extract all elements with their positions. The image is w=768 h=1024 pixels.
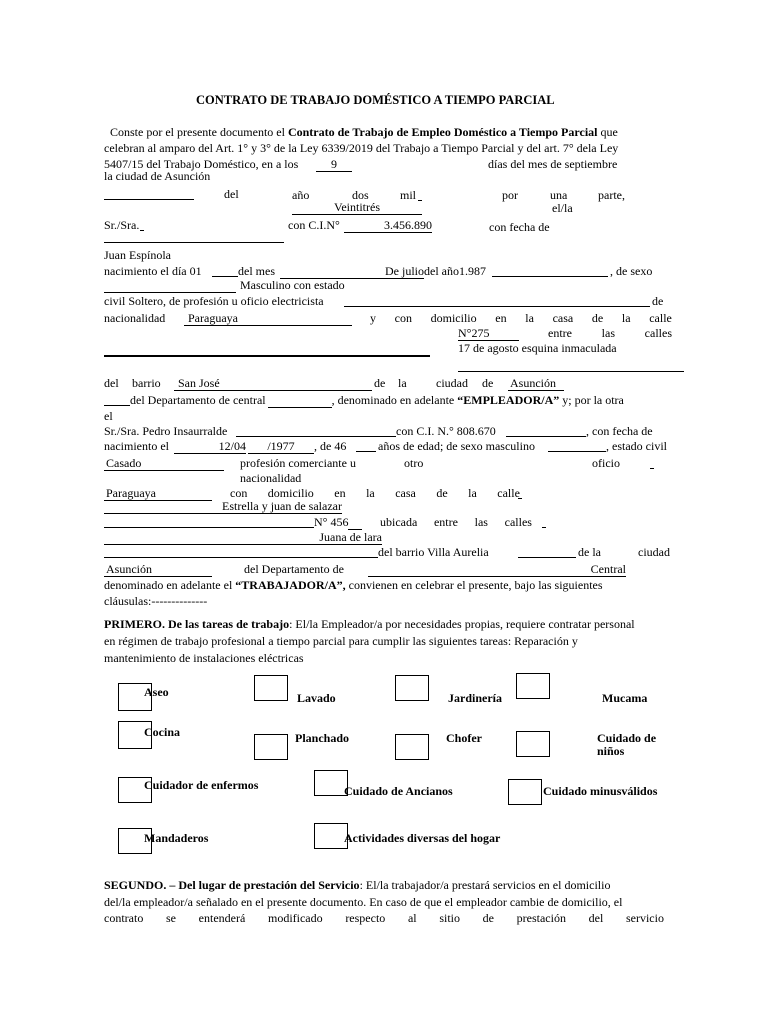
word-ano: año (292, 188, 310, 202)
planchado-checkbox[interactable] (254, 734, 288, 760)
blank-line (518, 557, 576, 558)
segundo-line-1: SEGUNDO. – Del lugar de prestación del Servicio: El/la trabajador/a prestará servicios en el domicilio (104, 878, 611, 892)
employer-barrio-field[interactable]: San José (174, 376, 372, 391)
word-de: de (652, 294, 664, 308)
ancianos-checkbox[interactable] (314, 770, 348, 796)
word-del: del (104, 376, 119, 390)
primero-line-2: en régimen de trabajo profesional a tiempo parcial para cumplir las siguientes tareas: Reparación y (104, 634, 578, 648)
word-otro: otro (404, 456, 424, 470)
word-la: la (398, 376, 407, 390)
word-de-la: de la (578, 545, 601, 559)
chofer-checkbox[interactable] (395, 734, 429, 760)
blank-line (104, 199, 194, 200)
document-title: CONTRATO DE TRABAJO DOMÉSTICO A TIEMPO PARCIAL (196, 93, 555, 107)
blank-line (104, 355, 430, 357)
mucama-checkbox[interactable] (516, 673, 550, 699)
worker-ci: con C.I. N.° 808.670 (396, 424, 496, 438)
actividades-label: Actividades diversas del hogar (344, 831, 501, 845)
label-del-mes: del mes (238, 264, 275, 278)
word-una: una (550, 188, 568, 202)
mandaderos-label: Mandaderos (144, 831, 209, 845)
aseo-label: Aseo (144, 685, 169, 699)
worker-denominado: denominado en adelante el “TRABAJADOR/A”, convienen en celebrar el presente, bajo las siguientes (104, 578, 603, 592)
cuidado-ninos-label: Cuidado de (597, 731, 657, 745)
intro-line-4: la ciudad de Asunción (104, 169, 211, 183)
blank-line (104, 557, 378, 558)
ancianos-label: Cuidado de Ancianos (344, 784, 453, 798)
label-srsra: Sr./Sra. (104, 218, 140, 232)
employer-nationality-field[interactable]: Paraguaya (184, 311, 352, 326)
chofer-label: Chofer (446, 731, 482, 745)
intro-line-2: celebran al amparo del Art. 1° y 3° de la Ley 6339/2019 del Trabajo a Tiempo Parcial y del art. 7° dela Ley (104, 141, 619, 155)
employer-civil: civil Soltero, de profesión u oficio electricista (104, 294, 324, 308)
jardineria-checkbox[interactable] (395, 675, 429, 701)
day-field[interactable]: 9 (316, 157, 352, 172)
blank-line (518, 498, 522, 499)
worker-sex: años de edad; de sexo masculino (378, 439, 535, 453)
clausulas: cláusulas:-------------- (104, 594, 208, 608)
mucama-label: Mucama (602, 691, 648, 705)
word-el-la: el/la (552, 201, 573, 215)
word-dos: dos (352, 188, 369, 202)
segundo-line-3: contrato se entenderá modificado respecto al sitio de prestación del servicio (104, 911, 664, 925)
worker-civil-field[interactable]: Casado (104, 456, 224, 471)
label-con-fecha: con fecha de (489, 220, 550, 234)
blank-line (344, 306, 650, 307)
justified-line: entre las calles (548, 326, 672, 340)
blank-line (542, 527, 546, 528)
minusvalidos-label: Cuidado minusválidos (543, 784, 658, 798)
birth-label: nacimiento el día 01 (104, 264, 202, 278)
word-ciudad: ciudad (436, 376, 468, 390)
employer-number: N°275 (458, 326, 519, 340)
worker-dept-field[interactable]: Central (368, 562, 626, 577)
worker-barrio: del barrio Villa Aurelia (378, 545, 489, 559)
label-sexo: , de sexo (610, 264, 653, 278)
blank-line (212, 276, 238, 277)
minusvalidos-checkbox[interactable] (508, 779, 542, 805)
worker-profession: profesión comerciante u (240, 456, 356, 470)
word-parte: parte, (598, 188, 625, 202)
justified-line: y con domicilio en la casa de la calle (370, 311, 672, 325)
word-de: de (482, 376, 494, 390)
label-con-fecha: , con fecha de (586, 424, 653, 438)
blank-line (140, 230, 144, 231)
cuidado-ninos-label-2: niños (597, 744, 625, 758)
label-ci: con C.I.N° (288, 218, 340, 232)
worker-number: N° 456 (314, 515, 362, 530)
word-barrio: barrio (132, 376, 161, 390)
label-nacionalidad: nacionalidad (104, 311, 166, 325)
blank-line (492, 276, 608, 277)
blank-line (104, 292, 236, 293)
worker-nationality-field[interactable]: Paraguaya (104, 486, 212, 501)
blank-line (458, 371, 684, 372)
word-del: del (224, 187, 239, 201)
worker-dob-day-field[interactable]: 12/04 (174, 439, 246, 454)
worker-birth-label: nacimiento el (104, 439, 169, 453)
lavado-checkbox[interactable] (254, 675, 288, 701)
intro-line-3a: 5407/15 del Trabajo Doméstico, en a los (104, 157, 299, 171)
blank-line (650, 468, 654, 469)
cuidado-ninos-checkbox[interactable] (516, 731, 550, 757)
blank-line (236, 436, 396, 437)
worker-street-field[interactable]: Estrella y juan de salazar (104, 499, 342, 514)
worker-name: Sr./Sra. Pedro Insaurralde (104, 424, 228, 438)
employer-ci-field[interactable]: 3.456.890 (344, 218, 432, 233)
planchado-label: Planchado (295, 731, 350, 745)
employer-name: Juan Espínola (104, 248, 171, 262)
worker-dob-year-field[interactable]: /1977 (248, 439, 314, 454)
birth-month-field[interactable]: De julio (280, 264, 424, 279)
blank-line (548, 451, 606, 452)
label-departamento: del Departamento de (244, 562, 344, 576)
word-oficio: oficio (592, 456, 620, 470)
segundo-line-2: del/la empleador/a señalado en el presente documento. En caso de que el empleador cambie de domicilio, el (104, 895, 623, 909)
blank-line (104, 405, 130, 406)
lavado-label: Lavado (297, 691, 336, 705)
employer-dept-line: del Departamento de central , denominado en adelante “EMPLEADOR/A” y; por la otra (130, 393, 624, 407)
word-ciudad: ciudad (638, 545, 670, 559)
employer-sex: Masculino con estado (240, 278, 345, 292)
word-el: el (104, 409, 113, 423)
worker-cross-field[interactable]: Juana de lara (104, 530, 382, 545)
employer-streets: 17 de agosto esquina inmaculada (458, 341, 617, 355)
worker-city-field[interactable]: Asunción (104, 562, 212, 577)
blank-line (104, 527, 314, 528)
intro-line-3b: días del mes de septiembre (488, 157, 618, 171)
blank-line (506, 436, 586, 437)
enfermos-label: Cuidador de enfermos (144, 778, 259, 792)
birth-year: del año1.987 (424, 264, 486, 278)
actividades-checkbox[interactable] (314, 823, 348, 849)
blank-line (356, 451, 376, 452)
jardineria-label: Jardinería (448, 691, 502, 705)
label-estado-civil: , estado civil (606, 439, 667, 453)
worker-age: , de 46 (314, 439, 347, 453)
blank-line (104, 242, 284, 243)
intro-line-1: Conste por el presente documento el Contrato de Trabajo de Empleo Doméstico a Tiempo Parcial que (110, 125, 618, 139)
word-por: por (502, 188, 518, 202)
cocina-label: Cocina (144, 725, 180, 739)
word-de: de (374, 376, 386, 390)
year-field[interactable]: Veintitrés (292, 200, 422, 215)
word-mil: mil (400, 188, 417, 202)
employer-city-field[interactable]: Asunción (508, 376, 564, 391)
justified-line: con domicilio en la casa de la calle (230, 486, 520, 500)
primero-line-3: mantenimiento de instalaciones eléctricas (104, 651, 304, 665)
primero-line-1: PRIMERO. De las tareas de trabajo: El/la Empleador/a por necesidades propias, requiere contratar personal (104, 617, 635, 631)
label-nacionalidad: nacionalidad (240, 471, 302, 485)
justified-line: ubicada entre las calles (380, 515, 532, 529)
